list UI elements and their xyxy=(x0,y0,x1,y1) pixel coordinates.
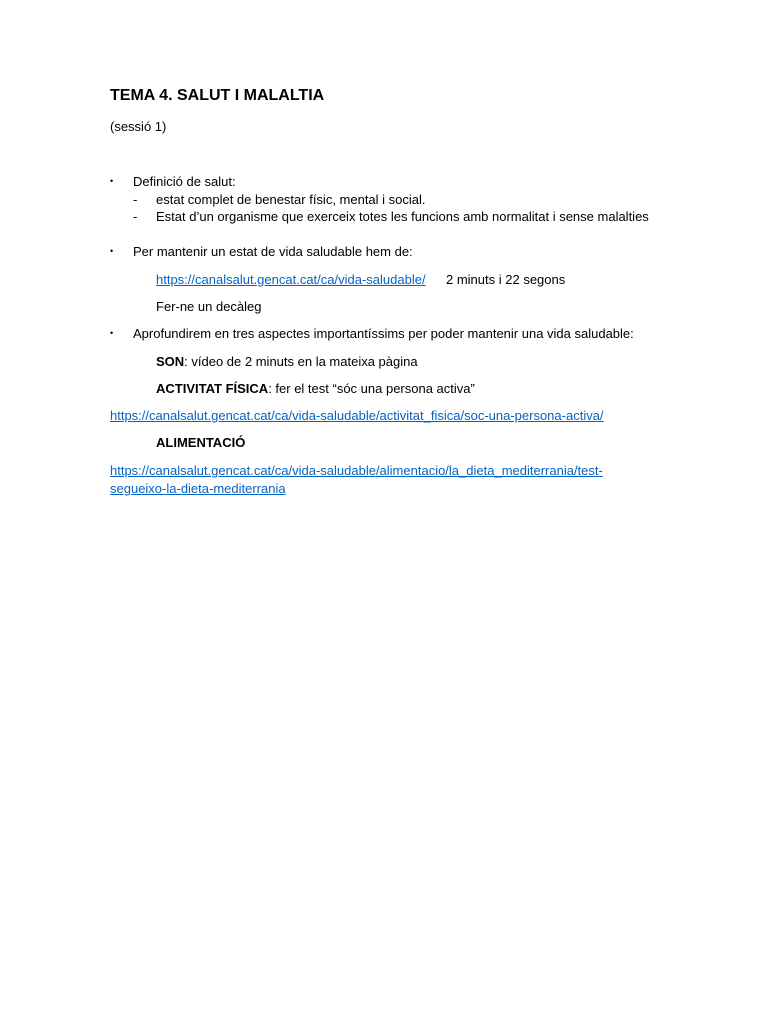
alimentacio-link-continuation[interactable]: segueixo-la-dieta-mediterrania xyxy=(110,481,286,496)
healthy-life-link[interactable]: https://canalsalut.gencat.cat/ca/vida-saludable/ xyxy=(156,272,426,287)
bullet-marker: • xyxy=(110,246,114,256)
activitat-heading: ACTIVITAT FÍSICA xyxy=(156,381,269,396)
definition-item-2: Estat d’un organisme que exerceix totes les funcions amb normalitat i sense malalties xyxy=(156,209,649,224)
activitat-link[interactable]: https://canalsalut.gencat.cat/ca/vida-saludable/activitat_fisica/soc-una-persona-activa/ xyxy=(110,408,604,423)
alimentacio-line xyxy=(156,434,245,451)
son-line xyxy=(156,353,418,370)
activitat-description: : fer el test “sóc una persona activa” xyxy=(268,381,475,396)
definition-item-1: estat complet de benestar físic, mental i social. xyxy=(156,192,426,207)
document-title: TEMA 4. SALUT I MALALTIA xyxy=(110,87,325,104)
alimentacio-link[interactable]: https://canalsalut.gencat.cat/ca/vida-saludable/alimentacio/la_dieta_mediterrania/test- xyxy=(110,463,603,478)
video-duration: 2 minuts i 22 segons xyxy=(446,272,566,287)
alimentacio-heading: ALIMENTACIÓ xyxy=(156,435,246,450)
bullet-marker: • xyxy=(110,176,114,186)
son-heading: SON xyxy=(156,354,185,369)
bullet-marker: • xyxy=(110,328,114,338)
healthy-life-label: Per mantenir un estat de vida saludable hem de: xyxy=(133,244,413,259)
health-definition-label: Definició de salut: xyxy=(133,174,236,189)
session-label: (sessió 1) xyxy=(110,119,167,134)
activitat-line xyxy=(156,380,475,397)
dash-marker: - xyxy=(133,209,138,224)
dash-marker: - xyxy=(133,192,138,207)
aspects-label: Aprofundirem en tres aspectes importantíssims per poder mantenir una vida saludable: xyxy=(133,326,634,341)
son-description: : vídeo de 2 minuts en la mateixa pàgina xyxy=(184,354,418,369)
task-text: Fer-ne un decàleg xyxy=(156,299,262,314)
